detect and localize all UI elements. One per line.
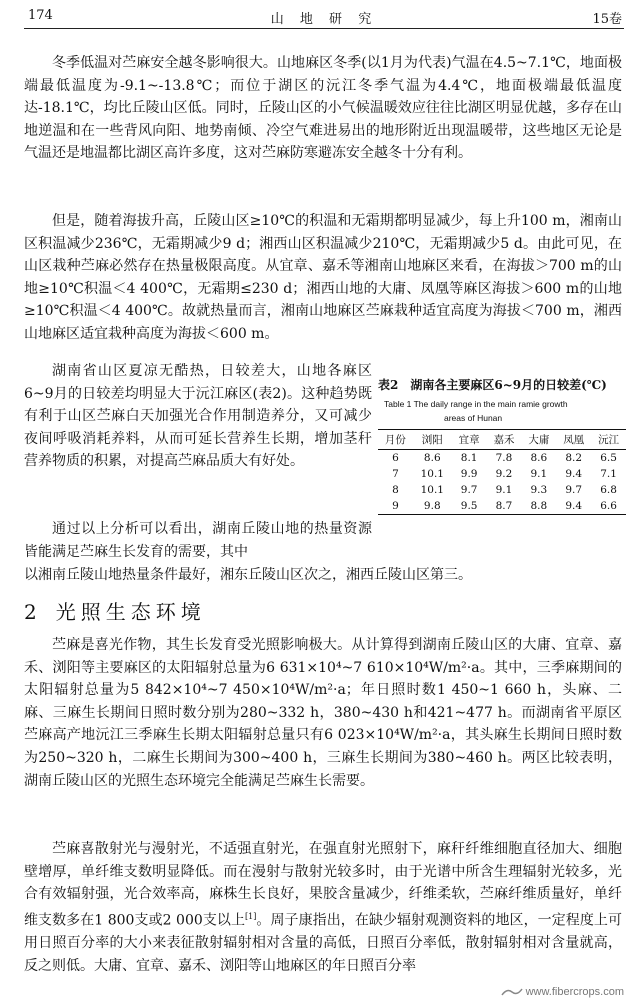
table-cell: 9 xyxy=(378,498,413,515)
table-header-cell: 宜章 xyxy=(452,430,487,450)
volume-label: 15卷 xyxy=(592,12,622,27)
table-row xyxy=(378,466,626,482)
paragraph-altitude-heat-limit: 但是，随着海拔升高，丘陵山区≥10℃的积温和无霜期都明显减少，每上升100 m，湘南山区积温减少236℃，无霜期减少9 d；湘西山区积温减少210℃，无霜期减少5 d。由此可见，在山区栽种苎麻必然存在热量极限高度。从宜章、嘉禾等湘南山地麻区来看，在海拔＞700 m的山地≥10℃积温＜4 400℃，无霜期≤230 d；湘西山地的大庸、凤凰等麻区海拔＞600 m的山地≥10℃积温＜4 400℃。故就热量而言，湘南山地麻区苎麻栽种适宜高度为海拔＜700 m，湘西山地麻区适宜栽种高度为海拔＜600 m。 xyxy=(24,213,622,342)
table-header-cell: 大庸 xyxy=(521,430,556,450)
table-header-row xyxy=(378,430,626,450)
daily-range-table xyxy=(378,429,626,515)
table-cell: 9.4 xyxy=(565,468,583,480)
fibercrops-logo-icon xyxy=(501,987,523,997)
table-cell: 6.5 xyxy=(600,452,617,464)
paragraph-diffuse-light-text-a: 苎麻喜散射光与漫射光，不适强直射光，在强直射光照射下，麻秆纤维细胞直径加大、细胞壁增厚，单纤维支数明显降低。而在漫射与散射光较多时，由于光谱中所含生理辐射光较多，光合有效辐射强，光合效率高，麻株生长良好，果胶含量减少，纤维柔软，苎麻纤维质量好，单纤维支数多在1 800支或2 000支以上 xyxy=(24,841,622,929)
paragraph-daily-range: 湖南省山区夏凉无酷热，日较差大，山地各麻区6~9月的日较差均明显大于沅江麻区(表2)。这种趋势既有利于山区苎麻白天加强光合作用制造养分，又可减少夜间呼吸消耗养料，从而可延长营养生长期，增加茎秆营养物质的积累，对提高苎麻品质大有好处。 xyxy=(24,363,372,470)
table-cell: 9.2 xyxy=(495,468,513,480)
table-cell: 9.8 xyxy=(413,498,452,515)
table-cell: 9.7 xyxy=(565,484,583,496)
section-number: 2 xyxy=(24,600,42,624)
section-heading xyxy=(24,596,206,625)
table-cell: 10.1 xyxy=(420,484,444,496)
watermark-text: www.fibercrops.com xyxy=(525,986,624,998)
table-cell: 6.6 xyxy=(591,498,626,515)
paragraph-conclusion-part2: 以湘南丘陵山地热量条件最好，湘东丘陵山区次之，湘西丘陵山区第三。 xyxy=(24,567,472,583)
section-title: 光照生态环境 xyxy=(55,600,206,624)
table-cell: 9.9 xyxy=(460,468,478,480)
table-cell: 7 xyxy=(392,468,399,480)
table-cell: 7.8 xyxy=(495,452,513,464)
table-header-cell: 嘉禾 xyxy=(487,430,522,450)
table-row xyxy=(378,498,626,515)
table-caption-cn: 表2 湖南各主要麻区6~9月的日较差(℃) xyxy=(378,378,607,392)
paragraph-solar-radiation: 苎麻是喜光作物，其生长发育受光照影响极大。从计算得到湖南丘陵山区的大庸、宜章、嘉禾、浏阳等主要麻区的太阳辐射总量为6 631×10⁴~7 610×10⁴W/m²·a。其中，三季麻期间的太阳辐射总量为5 842×10⁴~7 450×10⁴W/m²·a；年日照时数1 450~1 660 h，头麻、二麻、三麻生长期间日照时数分别为280~332 h，380~430 h和421~477 h。而湖南省平原区苎麻高产地沅江三季麻生长期太阳辐射总量只有6 023×10⁴W/m²·a，其头麻生长期间日照时数为250~320 h，二麻生长期间为300~400 h，三麻生长期间为380~460 h。两区比较表明，湖南丘陵山区的光照生态环境完全能满足苎麻生长需要。 xyxy=(24,637,622,789)
table-cell: 9.7 xyxy=(460,484,478,496)
journal-title: 山 地 研 究 xyxy=(270,12,378,27)
table-cell: 9.1 xyxy=(495,484,513,496)
table-cell: 10.1 xyxy=(420,468,444,480)
table-caption-en-line2: areas of Hunan xyxy=(444,413,503,423)
table-caption-en-line1: Table 1 The daily range in the main ramie growth xyxy=(384,399,568,409)
table-header-cell: 沅江 xyxy=(591,430,626,450)
table-row xyxy=(378,482,626,498)
table-cell: 8.8 xyxy=(521,498,556,515)
citation-ref[interactable]: [1] xyxy=(245,911,257,921)
table-cell: 6 xyxy=(392,452,399,464)
table-cell: 7.1 xyxy=(600,468,617,480)
table-header-cell: 凤凰 xyxy=(556,430,591,450)
table-row xyxy=(378,450,626,467)
table-cell: 8.2 xyxy=(565,452,583,464)
table-cell: 8.1 xyxy=(460,452,478,464)
page-number: 174 xyxy=(28,8,53,23)
paragraph-diffuse-light-text-b: 。周子康指出，在缺少辐射观测资料的地区，一定程度上可用日照百分率的大小来表征散射辐射相对含量的高低，日照百分率低，散射辐射相对含量就高，反之则低。大庸、宜章、嘉禾、浏阳等山地麻区的年日照百分率 xyxy=(24,912,622,974)
table-cell: 9.1 xyxy=(530,468,548,480)
table-caption-en xyxy=(384,397,626,425)
watermark xyxy=(501,986,624,998)
table-header-cell: 浏阳 xyxy=(413,430,452,450)
table-cell: 6.8 xyxy=(600,484,617,496)
running-header xyxy=(24,6,624,29)
paragraph-diffuse-light xyxy=(24,838,622,977)
table-2 xyxy=(378,376,626,515)
table-header-cell: 月份 xyxy=(378,430,413,450)
table-cell: 8.6 xyxy=(423,452,441,464)
table-cell: 8.6 xyxy=(530,452,548,464)
table-cell: 9.5 xyxy=(452,498,487,515)
table-cell: 8 xyxy=(392,484,399,496)
paragraph-winter-temperature: 冬季低温对苎麻安全越冬影响很大。山地麻区冬季(以1月为代表)气温在4.5~7.1℃，地面极端最低温度为-9.1~-13.8℃；而位于湖区的沅江冬季气温为4.4℃，地面极端最低温度达-18.1℃，均比丘陵山区低。同时，丘陵山区的小气候温暖效应往往比湖区明显优越，多存在山地逆温和在一些背风向阳、地势南倾、冷空气难进易出的地形附近出现温暖带，这些地区无论是气温还是地温都比湖区高许多度，这对苎麻防寒避冻安全越冬十分有利。 xyxy=(24,55,622,162)
table-cell: 9.4 xyxy=(556,498,591,515)
table-cell: 9.3 xyxy=(530,484,548,496)
paragraph-conclusion-part1: 通过以上分析可以看出，湖南丘陵山地的热量资源皆能满足苎麻生长发育的需要，其中 xyxy=(24,521,372,560)
table-cell: 8.7 xyxy=(487,498,522,515)
